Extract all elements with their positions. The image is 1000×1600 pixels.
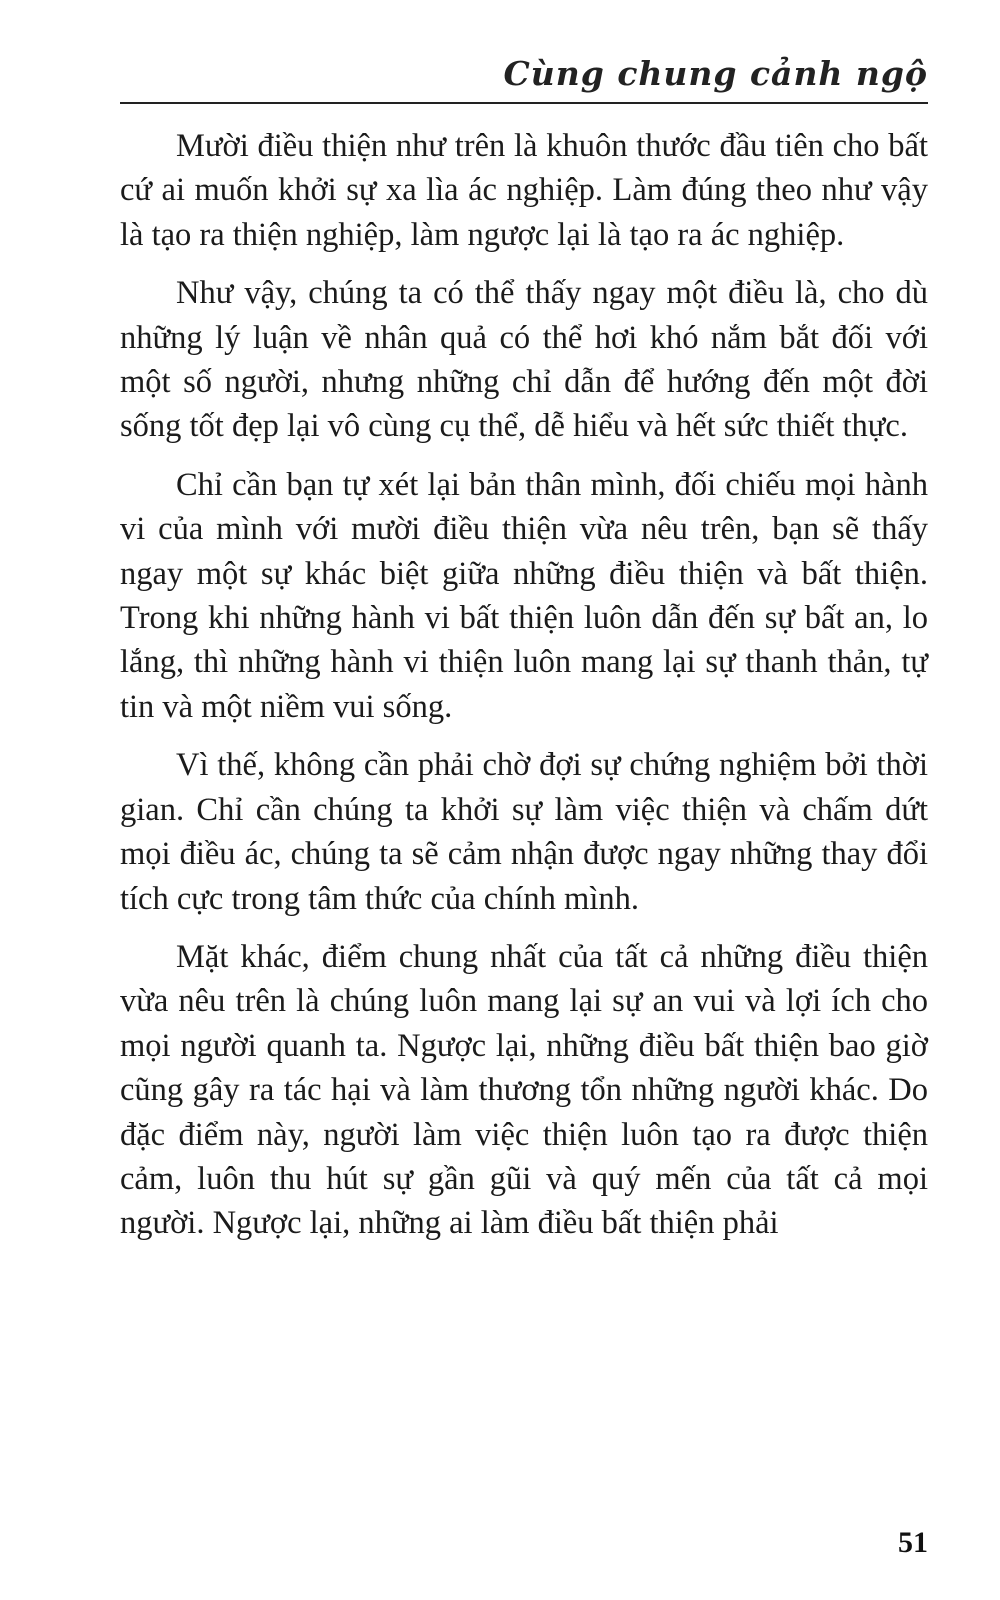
page-number: 51 — [898, 1526, 928, 1559]
paragraph-5: Mặt khác, điểm chung nhất của tất cả những điều thiện vừa nêu trên là chúng luôn mang lại sự an vui và lợi ích cho mọi người quanh ta. Ngược lại, những điều bất thiện bao giờ cũng gây ra tác hại và làm thương tổn những người khác. Do đặc điểm này, người làm việc thiện luôn tạo ra được thiện cảm, luôn thu hút sự gần gũi và quý mến của tất cả mọi người. Ngược lại, những ai làm điều bất thiện phải — [120, 938, 928, 1242]
chapter-title: Cùng chung cảnh ngộ — [503, 54, 928, 93]
running-header — [120, 50, 928, 104]
paragraph-3: Chỉ cần bạn tự xét lại bản thân mình, đối chiếu mọi hành vi của mình với mười điều thiện vừa nêu trên, bạn sẽ thấy ngay một sự khác biệt giữa những điều thiện và bất thiện. Trong khi những hành vi bất thiện luôn dẫn đến sự bất an, lo lắng, thì những hành vi thiện luôn mang lại sự thanh thản, tự tin và một niềm vui sống. — [120, 466, 928, 725]
paragraph-4: Vì thế, không cần phải chờ đợi sự chứng nghiệm bởi thời gian. Chỉ cần chúng ta khởi sự làm việc thiện và chấm dứt mọi điều ác, chúng ta sẽ cảm nhận được ngay những thay đổi tích cực trong tâm thức của chính mình. — [120, 747, 928, 917]
paragraph-1: Mười điều thiện như trên là khuôn thước đầu tiên cho bất cứ ai muốn khởi sự xa lìa ác nghiệp. Làm đúng theo như vậy là tạo ra thiện nghiệp, làm ngược lại là tạo ra ác nghiệp. — [120, 128, 928, 253]
paragraph-2: Như vậy, chúng ta có thể thấy ngay một điều là, cho dù những lý luận về nhân quả có thể hơi khó nắm bắt đối với một số người, nhưng những chỉ dẫn để hướng đến một đời sống tốt đẹp lại vô cùng cụ thể, dễ hiểu và hết sức thiết thực. — [120, 275, 928, 445]
page-body — [120, 124, 928, 1260]
